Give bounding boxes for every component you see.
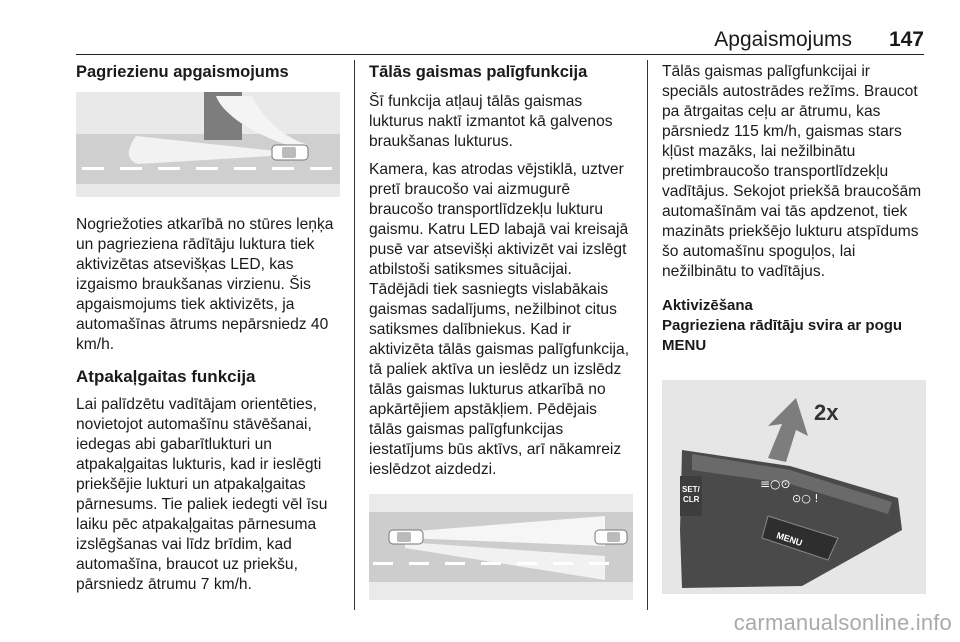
car-icon (389, 530, 423, 544)
fig-label-set-clr: CLR (683, 495, 700, 504)
column-divider (354, 60, 355, 610)
paragraph: Šī funkcija atļauj tālās gaismas lukturus naktī izmantot kā galvenos braukšanas lukturus. (369, 93, 613, 150)
section-heading-high-beam-assist: Tālās gaismas palīgfunkcija (369, 63, 588, 81)
fog-symbol-icon: ⊙○ ! (792, 492, 819, 505)
section-heading-reverse-function: Atpakaļgaitas funkcija (76, 367, 256, 386)
section-heading-activation: Aktivizēšana (662, 297, 753, 314)
column-divider (647, 60, 648, 610)
chapter-title: Apgaismojums (714, 28, 852, 51)
column-3 (662, 62, 926, 594)
paragraph: Kamera, kas atrodas vējstiklā, uztver pretī braucošo vai aizmugurē braucošo transportlīdzekļu lukturu gaismu. Katru LED labajā vai kreisajā pusē var atsevišķi aktivizēt vai izslēgt atbilstoši satiksmes situācijai. Tādējādi tiek sasniegts vislabākais gaismas sadalījums, nežilbinot citus satiksmes dalībniekus. Kad ir aktivizēta tālās gaismas palīgfunkcija, tā paliek aktīva un ieslēdz un izslēdz tālās gaismas lukturus atkarībā no apkārtējiem apstākļiem. Pēdējais tālās gaismas palīgfunkcijas iestatījums būs aktīvs, arī nākamreiz ieslēdzot aizdedzi. (369, 161, 630, 478)
paragraph: Lai palīdzētu vadītājam orientēties, novietojot automašīnu stāvēšanai, iedegas abi gabarītlukturi un atpakaļgaitas lukturis, kad ir ieslēgti priekšējie lukturi un atpakaļgaitas pārnesums. Tie paliek iedegti vēl īsu laiku pēc atpakaļgaitas pārnesuma izslēgšanas vai līdz brīdim, kad automašīna, braucot uz priekšu, pārsniedz ātrumu 7 km/h. (76, 396, 328, 593)
paragraph: Tālās gaismas palīgfunkcijai ir speciāls autostrādes režīms. Braucot pa ātrgaitas ceļu ar ātrumu, kas pārsniedz 115 km/h, gaismas stars kļūst mazāks, lai nežilbinātu pretimbraucošo transportlīdzekļu vadītājus. Sekojot priekšā braucošām automašīnām vai tās apdzenot, tiek mazināts priekšējo lukturu atspīdums šo automašīnu spoguļos, lai nežilbinātu to vadītājus. (662, 63, 922, 280)
page-number: 147 (888, 28, 924, 51)
section-heading-cornering-light: Pagriezienu apgaismojums (76, 63, 289, 81)
column-1 (76, 62, 342, 603)
oncoming-car-icon (595, 530, 627, 544)
page-header (76, 24, 924, 52)
high-beam-assist-illustration (369, 494, 633, 600)
column-2 (369, 62, 633, 600)
header-rule (76, 54, 924, 55)
fig-label-menu: MENU (775, 530, 804, 548)
indicator-stalk-illustration (662, 380, 926, 594)
cornering-light-illustration (76, 92, 340, 197)
fig-label-set-clr: SET/ (682, 485, 700, 494)
watermark: carmanualsonline.info (733, 610, 952, 635)
beam-symbol-icon: ≡○⊙ (760, 477, 791, 491)
paragraph: Nogriežoties atkarībā no stūres leņķa un pagrieziena rādītāju luktura tiek aktivizētas atsevišķas LED, kas izgaismo braukšanas virzienu. Šis apgaismojums tiek aktivizēts, ja automašīnas ātrums nepārsniedz 40 km/h. (76, 216, 334, 353)
subheading-indicator-stalk: Pagrieziena rādītāju svira ar pogu MENU (662, 317, 903, 354)
fig-label-2x: 2x (814, 400, 839, 425)
car-icon (272, 145, 308, 160)
